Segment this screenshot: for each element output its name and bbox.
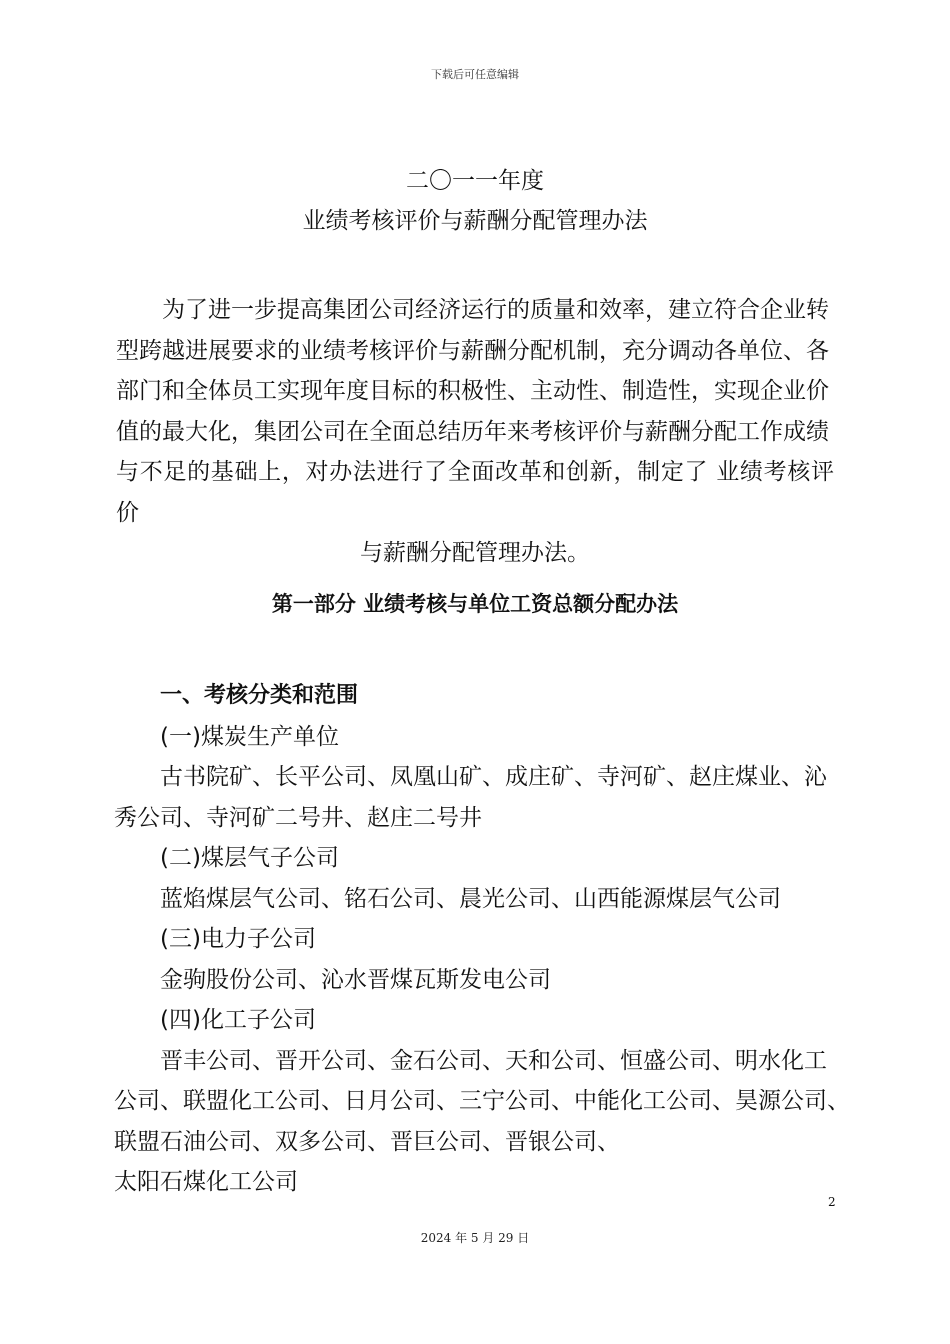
list-item: 金驹股份公司、沁水晋煤瓦斯发电公司	[160, 966, 551, 993]
intro-line: 与薪酬分配管理办法。	[360, 540, 590, 566]
document-title-year: 二〇一一年度	[406, 168, 544, 194]
subsection-heading: (二)煤层气子公司	[160, 845, 339, 871]
subsection-heading: (一)煤炭生产单位	[160, 723, 339, 750]
part-heading: 第一部分 业绩考核与单位工资总额分配办法	[271, 592, 679, 616]
intro-line: 值的最大化，集团公司在全面总结历年来考核评价与薪酬分配工作成绩	[116, 418, 829, 445]
list-item: 联盟石油公司、双多公司、晋巨公司、晋银公司、	[114, 1128, 620, 1155]
document-title: 业绩考核评价与薪酬分配管理办法	[302, 208, 648, 234]
intro-line: 部门和全体员工实现年度目标的积极性、主动性、制造性，实现企业价	[116, 378, 829, 404]
page-number: 2	[828, 1195, 836, 1209]
subsection-heading: (四)化工子公司	[160, 1007, 316, 1033]
intro-line: 为了进一步提高集团公司经济运行的质量和效率，建立符合企业转	[162, 297, 829, 323]
list-item: 太阳石煤化工公司	[114, 1169, 298, 1195]
subsection-heading: (三)电力子公司	[160, 926, 316, 952]
intro-paragraph	[116, 290, 834, 574]
list-item: 公司、联盟化工公司、日月公司、三宁公司、中能化工公司、昊源公司、	[114, 1088, 850, 1114]
page-footer-date: 2024 年 5 月 29 日	[420, 1231, 530, 1245]
list-item: 晋丰公司、晋开公司、金石公司、天和公司、恒盛公司、明水化工	[160, 1047, 827, 1074]
intro-line: 与不足的基础上，对办法进行了全面改革和创新，制定了 业绩考核评价	[116, 459, 834, 526]
list-item: 古书院矿、长平公司、凤凰山矿、成庄矿、寺河矿、赵庄煤业、沁	[160, 764, 827, 790]
list-item: 秀公司、寺河矿二号井、赵庄二号井	[114, 804, 482, 831]
section-heading: 一、考核分类和范围	[160, 683, 359, 708]
section-classification	[114, 676, 850, 1203]
intro-line: 型跨越进展要求的业绩考核评价与薪酬分配机制，充分调动各单位、各	[116, 337, 829, 364]
list-item: 蓝焰煤层气公司、铭石公司、晨光公司、山西能源煤层气公司	[160, 885, 781, 912]
page-header: 下载后可任意编辑	[431, 68, 519, 81]
